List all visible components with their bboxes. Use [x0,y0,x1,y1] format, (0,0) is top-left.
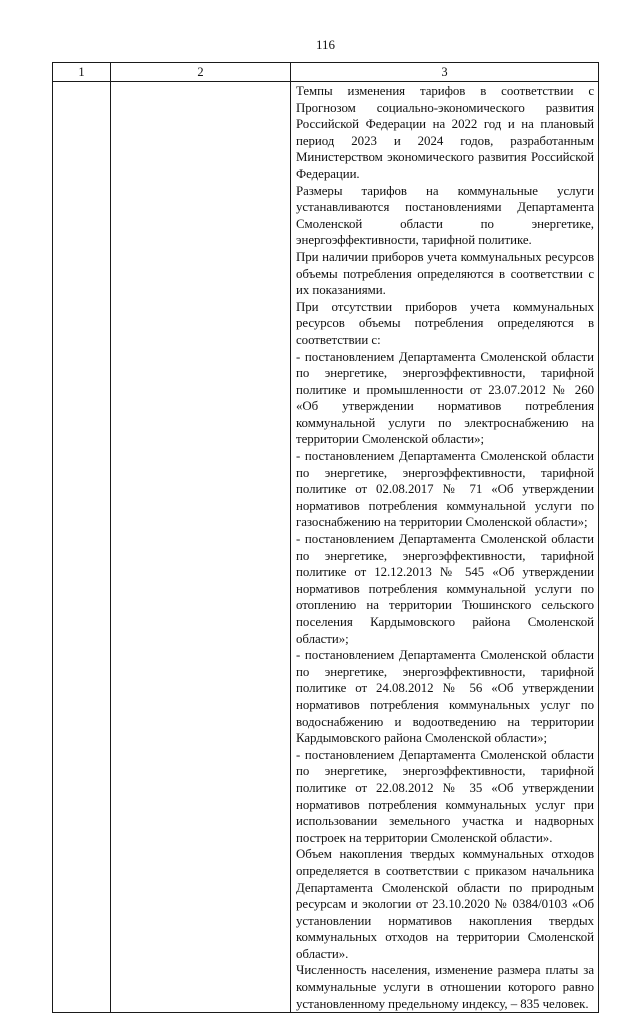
paragraph-gas-resolution: - постановлением Департамента Смоленской области по энергетике, энергоэффективности, тарифной политике от 02.08.2017 № 71 «Об утверждении нормативов потребления коммунальной услуги по газоснабжению на территории Смоленской области»; [296,449,594,530]
document-table [52,62,599,1013]
column-header-3: 3 [291,63,599,82]
paragraph-tariff-sizes: Размеры тарифов на коммунальные услуги устанавливаются постановлениями Департамента Смоленской области по энергетике, энергоэффективности, тарифной политике. [296,183,594,248]
paragraph-heating-resolution: - постановлением Департамента Смоленской области по энергетике, энергоэффективности, тарифной политике от 12.12.2013 № 545 «Об утверждении нормативов потребления коммунальной услуги по отоплению на территории Тюшинского сельского поселения Кардымовского района Смоленской области»; [296,532,594,646]
table-row [53,82,599,1013]
paragraph-population: Численность населения, изменение размера платы за коммунальные услуги в отношении которого равно установленному предельному индексу, – 835 человек. [296,963,594,1011]
paragraph-waste-volume: Объем накопления твердых коммунальных отходов определяется в соответствии с приказом начальника Департамента Смоленской области по природным ресурсам и экологии от 23.10.2020 № 0384/0103 «Об установлении нормативов накопления твердых коммунальных отходов на территории Смоленской области». [296,847,594,961]
paragraph-meters-absent: При отсутствии приборов учета коммунальных ресурсов объемы потребления определяются в соответствии с: [296,299,594,347]
cell-col2 [111,82,291,1013]
table-header-row [53,63,599,82]
paragraph-meters-present: При наличии приборов учета коммунальных ресурсов объемы потребления определяются в соответствии с их показаниями. [296,249,594,298]
paragraph-tariff-rates: Темпы изменения тарифов в соответствии с Прогнозом социально-экономического развития Российской Федерации на 2022 год и на плановый период 2023 и 2024 годов, разработанным Министерством экономического развития Российской Федерации. [296,84,594,181]
paragraph-electricity-resolution: - постановлением Департамента Смоленской области по энергетике, энергоэффективности, тарифной политике и промышленности от 23.07.2012 № 260 «Об утверждении нормативов потребления коммунальной услуги по электроснабжению на территории Смоленской области»; [296,349,594,447]
cell-col1 [53,82,111,1013]
column-header-1: 1 [53,63,111,82]
paragraph-water-resolution: - постановлением Департамента Смоленской области по энергетике, энергоэффективности, тарифной политике от 24.08.2012 № 56 «Об утверждении нормативов потребления коммунальных услуг по водоснабжению и водоотведению на территории Кардымовского района Смоленской области»; [296,648,594,746]
paragraph-land-resolution: - постановлением Департамента Смоленской области по энергетике, энергоэффективности, тарифной политике от 22.08.2012 № 35 «Об утверждении нормативов потребления коммунальных услуг при использовании земельного участка и надворных построек на территории Смоленской области». [296,747,594,845]
column-header-2: 2 [111,63,291,82]
cell-col3-content [291,82,599,1013]
page-number: 116 [315,37,336,52]
